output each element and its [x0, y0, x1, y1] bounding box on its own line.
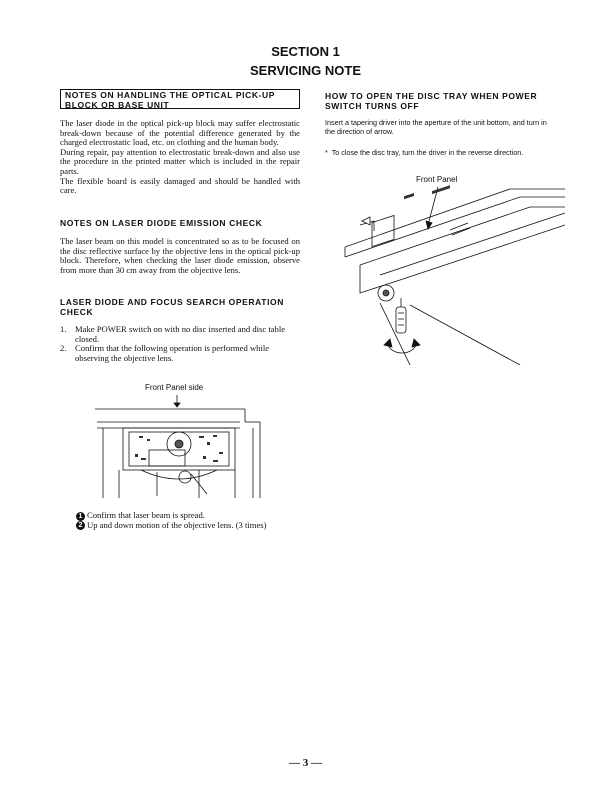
- emission-text: The laser beam on this model is concentrated so as to be focused on the disc reflective surface by the objective lens in the optical pick-up block. Therefore, when checking the laser diode emission, observe from more than 30 cm away from the objective lens.: [60, 236, 300, 275]
- handling-heading-box: NOTES ON HANDLING THE OPTICAL PICK-UP BLOCK OR BASE UNIT: [60, 89, 300, 109]
- disc-tray-heading: HOW TO OPEN THE DISC TRAY WHEN POWER SWITCH TURNS OFF: [325, 91, 538, 111]
- front-panel-side-label: Front Panel side: [145, 383, 204, 392]
- list-item: [76, 521, 316, 531]
- disc-tray-instruction: Insert a tapering driver into the aperture of the unit bottom, and turn in the direction of arrow.: [325, 118, 547, 137]
- handling-paragraph: The laser diode in the optical pick-up block may suffer electrostatic break-down because of the potential difference generated by the charged electrostatic load, etc. on clothing and the human body.: [60, 118, 300, 148]
- disc-tray-illustration: [340, 185, 570, 365]
- check-list: [76, 511, 316, 530]
- handling-paragraph: The flexible board is easily damaged and should be handled with care.: [60, 175, 300, 196]
- step-number: 2.: [60, 343, 67, 354]
- step-list: [60, 325, 300, 363]
- step-text: Make POWER switch on with no disc inserted and disc table closed.: [75, 324, 286, 344]
- check-text: Up and down motion of the objective lens. (3 times): [87, 519, 267, 530]
- list-item: [60, 344, 300, 363]
- focus-heading: LASER DIODE AND FOCUS SEARCH OPERATION CHECK: [60, 297, 284, 317]
- front-panel-label: Front Panel: [416, 175, 458, 184]
- step-text: Confirm that the following operation is performed while observing the objective lens.: [75, 343, 270, 363]
- page-number: — 3 —: [289, 757, 322, 769]
- note-asterisk: *: [325, 148, 328, 157]
- circled-number-marker: 2: [76, 521, 85, 530]
- circled-number-marker: 1: [76, 512, 85, 521]
- list-item: [60, 325, 300, 344]
- pickup-illustration: [95, 392, 271, 500]
- handling-paragraph: During repair, pay attention to electrostatic break-down and also use the procedure in the printed matter which is included in the repair parts.: [60, 146, 300, 176]
- emission-heading: NOTES ON LASER DIODE EMISSION CHECK: [60, 218, 263, 228]
- handling-notes: [60, 119, 300, 196]
- section-subtitle: SERVICING NOTE: [249, 63, 361, 78]
- check-text: Confirm that laser beam is spread.: [87, 510, 205, 520]
- step-number: 1.: [60, 324, 67, 334]
- section-title: SECTION 1: [271, 44, 340, 59]
- note-text: To close the disc tray, turn the driver in the reverse direction.: [331, 148, 524, 157]
- disc-tray-note: [325, 148, 570, 157]
